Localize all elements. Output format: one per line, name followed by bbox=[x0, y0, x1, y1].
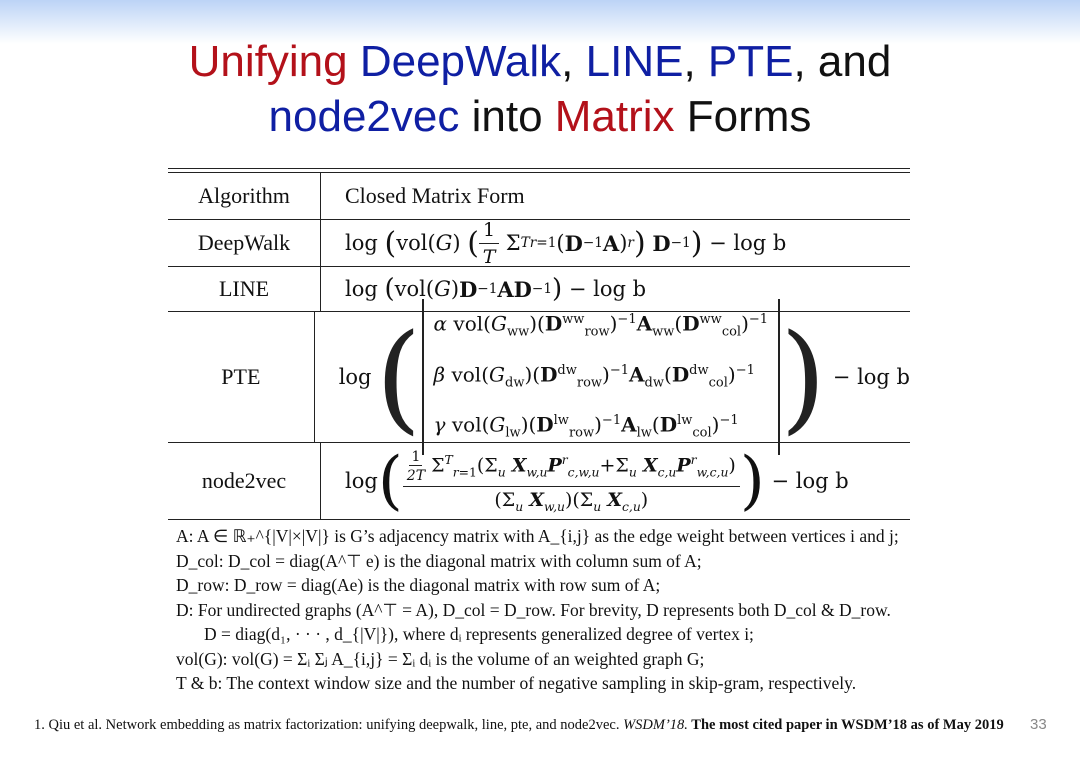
table-row-deepwalk bbox=[168, 220, 910, 267]
footnote-text: 1. Qiu et al. Network embedding as matrix factorization: unifying deepwalk, line, pte, and node2vec. bbox=[34, 717, 624, 733]
definition-line: vol(G): vol(G) = Σᵢ Σⱼ A_{i,j} = Σᵢ dᵢ is the volume of an weighted graph G; bbox=[176, 648, 705, 669]
deepwalk-formula: log ( vol( G ) ( $\frac{1}{T}$ Σ T r=1 ( D −1 A ) r ) D −1 ) − log b bbox=[345, 218, 787, 268]
title-word: PTE bbox=[707, 37, 794, 86]
pte-formula: log ( α $vol(G_{ww})(D^{ww}_{row})^{-1}A_{ww}(D^{ww}_{col})^{-1}$ β $vol(G_{dw})(D^{dw}_{row})^{-1}A_{dw}(D^{dw}_{col})^{-1}$ γ $vol(G_{lw})(D^{lw}_{row})^{-1}A_{lw}(D^{lw}_{col})^{-1}$ ) − log b bbox=[315, 312, 910, 442]
pte-matrix: α $vol(G_{ww})(D^{ww}_{row})^{-1}A_{ww}(D^{ww}_{col})^{-1}$ β $vol(G_{dw})(D^{dw}_{row})^{-1}A_{dw}(D^{dw}_{col})^{-1}$ γ $vol(G_{lw})(D^{lw}_{row})^{-1}A_{lw}(D^{lw}_{col})^{-1}$ bbox=[422, 299, 781, 455]
log-word: log bbox=[338, 365, 372, 389]
header-closed-form: Closed Matrix Form bbox=[345, 183, 525, 208]
definitions-block bbox=[176, 524, 916, 696]
title-word: Matrix bbox=[554, 92, 675, 141]
title-word: , and bbox=[793, 37, 892, 86]
node2vec-formula: log ( $\frac{1}{2T}$ $\Sigma^T_{r=1}(\Sigma_u$ $X_{w,u}P^r_{c,w,u}+\Sigma_u$ $X_{c,u}P^r_{w,c,u}$) ($\Sigma_u$ $X_{w,u})(\Sigma_u$ $X_{c,u}$) ) − log b bbox=[345, 444, 849, 518]
line-formula: log ( vol( G ) D −1 AD −1 ) − log b bbox=[345, 274, 647, 304]
node2vec-fraction: $\frac{1}{2T}$ $\Sigma^T_{r=1}(\Sigma_u$ $X_{w,u}P^r_{c,w,u}+\Sigma_u$ $X_{c,u}P^r_{w,c,u}$) ($\Sigma_u$ $X_{w,u})(\Sigma_u$ $X_{c,u}$) bbox=[403, 449, 740, 514]
definition-line: D: For undirected graphs (A^⊤ = A), D_col = D_row. For brevity, D represents both D_col & D_row. bbox=[176, 599, 891, 620]
definition-line: A: A ∈ ℝ₊^{|V|×|V|} is G’s adjacency matrix with A_{i,j} as the edge weight between vertices i and j; bbox=[176, 526, 899, 546]
table-bottom-rule bbox=[168, 519, 910, 520]
footnote-venue: WSDM’18. bbox=[623, 717, 688, 733]
minus-log-b: − log b bbox=[832, 365, 910, 389]
title-word: LINE bbox=[585, 37, 684, 86]
title-line-2 bbox=[0, 89, 1080, 144]
minus-log-b: − log b bbox=[568, 277, 647, 301]
definition-line: D_row: D_row = diag(Ae) is the diagonal matrix with row sum of A; bbox=[176, 575, 661, 595]
definition-line: D_col: D_col = diag(A^⊤ e) is the diagonal matrix with column sum of A; bbox=[176, 550, 702, 571]
slide-title bbox=[0, 34, 1080, 144]
definition-line: D = diag(d₁, · · · , d_{|V|}), where dᵢ represents generalized degree of vertex i; bbox=[204, 624, 754, 644]
page-number: 33 bbox=[1030, 716, 1047, 733]
log-word: log bbox=[345, 231, 378, 255]
algorithm-name: LINE bbox=[168, 267, 321, 311]
title-word: node2vec bbox=[268, 92, 460, 141]
title-word: Forms bbox=[674, 92, 812, 141]
title-line-1 bbox=[0, 34, 1080, 89]
header-algorithm: Algorithm bbox=[168, 173, 321, 219]
definition-line: T & b: The context window size and the number of negative sampling in skip-gram, respectively. bbox=[176, 673, 857, 693]
title-word: into bbox=[459, 92, 555, 141]
matrix-form-table bbox=[168, 168, 910, 520]
log-word: log bbox=[345, 277, 378, 301]
minus-log-b: − log b bbox=[709, 231, 787, 255]
table-row-pte bbox=[168, 308, 910, 446]
title-word: DeepWalk bbox=[359, 37, 562, 86]
citation-footnote bbox=[34, 717, 1004, 734]
log-word: log bbox=[345, 469, 378, 493]
title-word: , bbox=[561, 37, 586, 86]
footnote-highlight: The most cited paper in WSDM’18 as of May 2019 bbox=[687, 717, 1004, 733]
algorithm-name: DeepWalk bbox=[168, 220, 321, 266]
title-word: , bbox=[683, 37, 708, 86]
algorithm-name: PTE bbox=[168, 312, 315, 442]
table-header-row bbox=[168, 173, 910, 220]
title-word: Unifying bbox=[188, 37, 360, 86]
algorithm-name: node2vec bbox=[168, 443, 321, 519]
minus-log-b: − log b bbox=[771, 469, 849, 493]
